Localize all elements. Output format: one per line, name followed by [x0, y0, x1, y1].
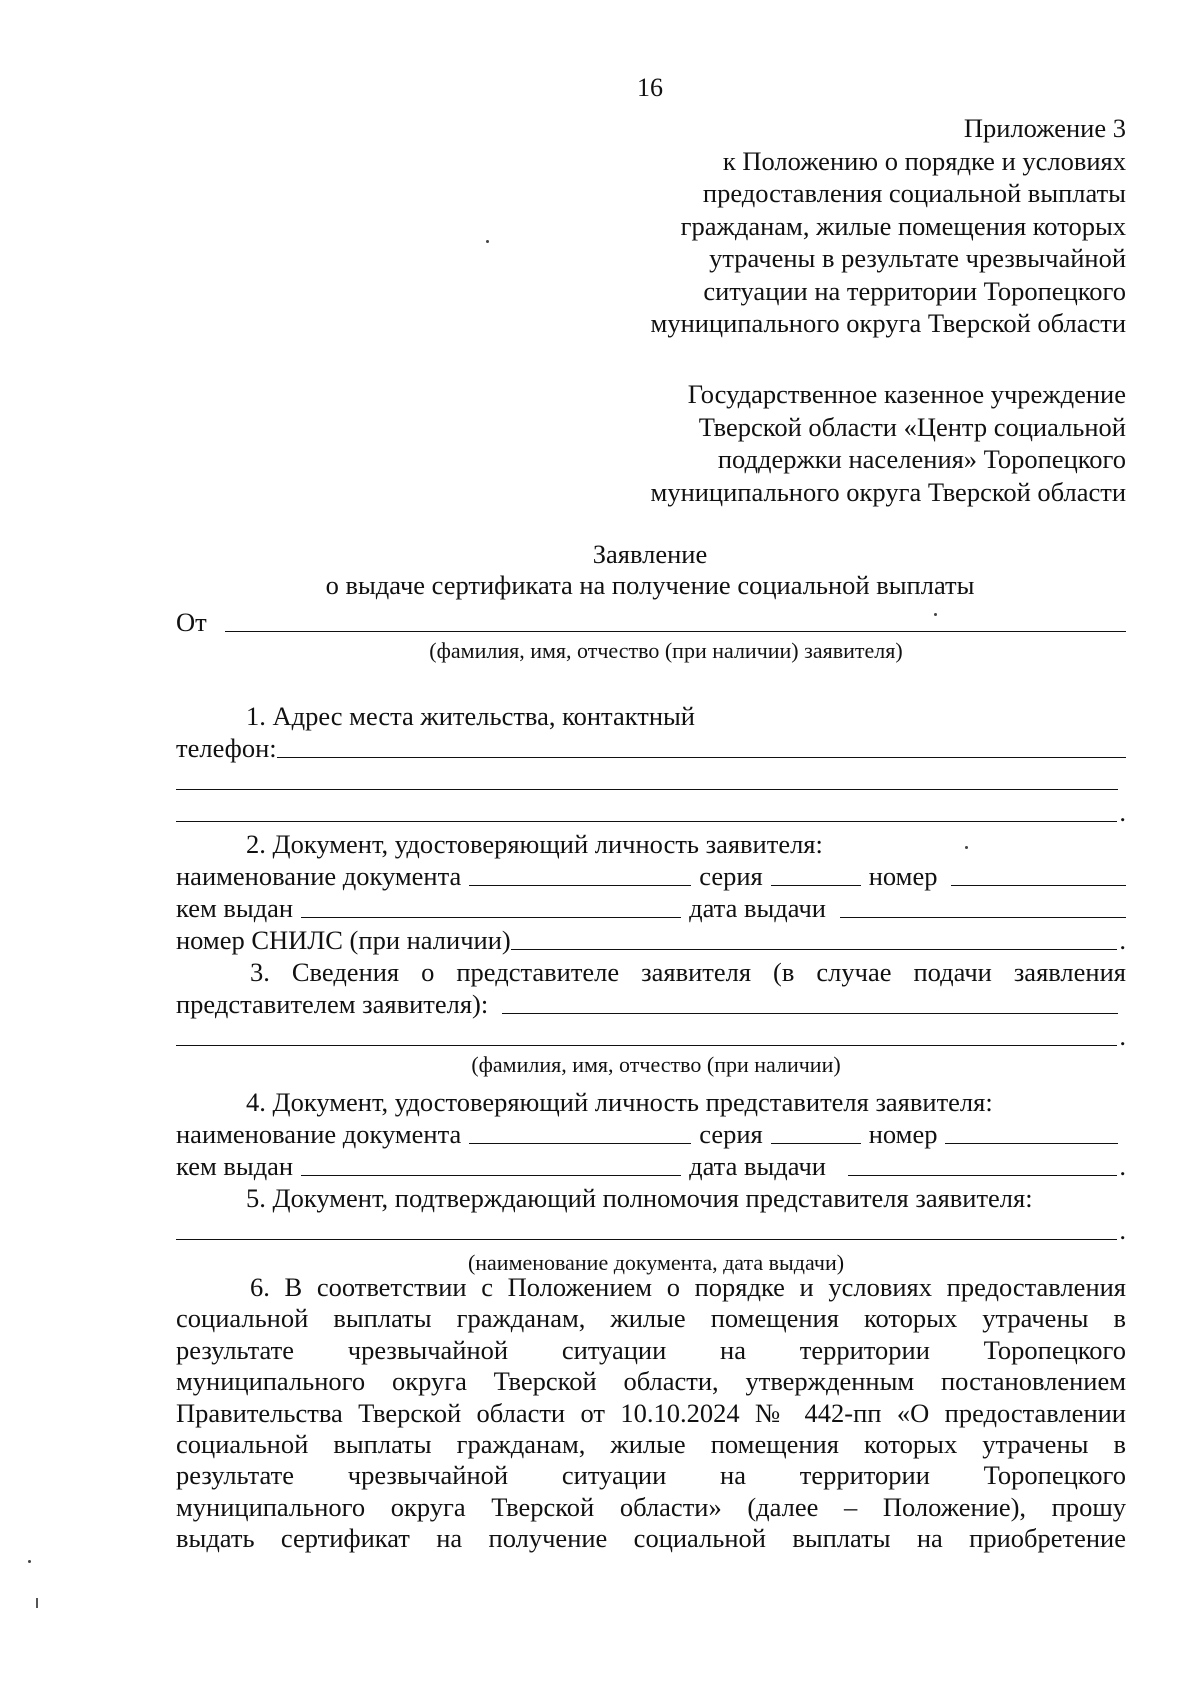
address-row-3 — [176, 796, 1126, 828]
item-6-line: 6. В соответствии с Положением о порядке и условиях предоставления — [250, 1272, 1126, 1302]
item-3-word: случае — [816, 957, 892, 988]
scan-mark — [36, 1598, 38, 1608]
from-section — [176, 606, 1126, 664]
title-line-1: Заявление — [592, 539, 708, 569]
scan-speck — [486, 240, 489, 243]
series-label: серия — [699, 861, 763, 891]
number-label: номер — [868, 861, 938, 891]
representative-label: представителем заявителя): — [176, 989, 489, 1020]
annex-line: к Положению о порядке и условиях — [722, 145, 1126, 176]
item-3-name-row — [176, 1020, 1126, 1052]
number-field[interactable] — [951, 861, 1126, 886]
item-2-identity-document — [176, 828, 1126, 956]
item-6-line: результате чрезвычайной ситуации на территории Торопецкого — [176, 1334, 1126, 1365]
item-5-field-row — [176, 1214, 1126, 1246]
item-6-line: муниципального округа Тверской области, утвержденным постановлением — [176, 1366, 1126, 1397]
from-row — [176, 606, 1126, 638]
annex-line: утрачены в результате чрезвычайной — [709, 243, 1126, 273]
address-field-line-3[interactable] — [176, 797, 1117, 822]
address-field-line-2[interactable] — [176, 765, 1118, 790]
period: . — [1119, 1151, 1126, 1181]
scan-speck — [28, 1560, 31, 1563]
item-3-word: 3. — [250, 957, 270, 988]
item-6-line: результате чрезвычайной ситуации на территории Торопецкого — [176, 1460, 1126, 1491]
title-line-2: о выдаче сертификата на получение социальной выплаты — [325, 570, 975, 600]
issue-date-label: дата выдачи — [689, 893, 826, 923]
scan-speck — [934, 613, 937, 616]
applicant-name-field[interactable] — [225, 607, 1126, 632]
item-5-heading: 5. Документ, подтверждающий полномочия представителя заявителя: — [246, 1183, 1033, 1213]
rep-issued-by-field[interactable] — [301, 1151, 681, 1176]
doc-name-label: наименование документа — [176, 1119, 462, 1149]
authority-document-field[interactable] — [176, 1215, 1117, 1240]
item-2-heading: 2. Документ, удостоверяющий личность заявителя: — [246, 829, 823, 859]
issue-date-label: дата выдачи — [689, 1151, 826, 1181]
rep-number-field[interactable] — [945, 1119, 1118, 1144]
series-field[interactable] — [771, 861, 861, 886]
snils-label: номер СНИЛС (при наличии) — [176, 925, 511, 955]
item-1-heading: 1. Адрес места жительства, контактный — [246, 701, 695, 731]
annex-line: ситуации на территории Торопецкого — [703, 275, 1126, 306]
addressee-block — [651, 378, 1126, 508]
address-row-2 — [176, 764, 1126, 796]
issued-by-field[interactable] — [301, 893, 681, 918]
annex-header — [651, 112, 1126, 340]
item-3-word: (в — [773, 957, 795, 988]
item-2-doc-row — [176, 860, 1126, 892]
period: . — [1119, 1215, 1126, 1245]
item-3-word: о — [421, 957, 435, 988]
item-6-request — [176, 1272, 1126, 1555]
period: . — [1119, 1021, 1126, 1052]
item-2-snils-row — [176, 924, 1126, 956]
item-3-word: заявителя — [641, 957, 752, 988]
annex-line: муниципального округа Тверской области — [650, 308, 1126, 338]
item-6-line: муниципального округа Тверской области» (далее – Положение), прошу — [176, 1491, 1126, 1522]
phone-row — [176, 732, 1126, 764]
number-label: номер — [868, 1119, 938, 1149]
item-4-doc-row — [176, 1118, 1126, 1150]
scan-speck — [965, 846, 968, 849]
item-1-address — [176, 700, 1126, 828]
item-3-heading — [176, 956, 1126, 988]
item-3-label-row — [176, 988, 1126, 1020]
from-hint: (фамилия, имя, отчество (при наличии) заявителя) — [429, 638, 903, 663]
address-phone-field[interactable] — [277, 733, 1126, 758]
addressee-line: поддержки населения» Торопецкого — [717, 444, 1126, 474]
item-2-issued-row — [176, 892, 1126, 924]
period: . — [1119, 925, 1126, 955]
annex-line: Приложение 3 — [963, 113, 1126, 143]
series-label: серия — [699, 1119, 763, 1149]
item-4-heading: 4. Документ, удостоверяющий личность представителя заявителя: — [246, 1087, 993, 1117]
item-3-representative — [176, 956, 1126, 1078]
issued-by-label: кем выдан — [176, 893, 294, 923]
rep-series-field[interactable] — [771, 1119, 861, 1144]
representative-hint: (фамилия, имя, отчество (при наличии) — [471, 1052, 841, 1078]
addressee-line: Тверской области «Центр социальной — [698, 411, 1126, 442]
period: . — [1119, 797, 1126, 827]
item-4-representative-document — [176, 1086, 1126, 1182]
addressee-line: муниципального округа Тверской области — [650, 476, 1126, 507]
from-label: От — [176, 607, 207, 637]
rep-issue-date-field[interactable] — [848, 1151, 1117, 1176]
item-6-line: социальной выплаты гражданам, жилые помещения которых утрачены в — [176, 1303, 1126, 1334]
snils-field[interactable] — [511, 925, 1118, 950]
item-4-issued-row — [176, 1150, 1126, 1182]
item-6-line: социальной выплаты гражданам, жилые помещения которых утрачены в — [176, 1428, 1126, 1459]
rep-doc-name-field[interactable] — [469, 1119, 691, 1144]
doc-name-label: наименование документа — [176, 861, 462, 891]
page-number: 16 — [637, 73, 663, 102]
item-3-word: заявления — [1013, 957, 1126, 988]
annex-line: предоставления социальной выплаты — [702, 178, 1126, 208]
item-3-word: Сведения — [291, 957, 400, 988]
document-title — [0, 538, 1200, 600]
representative-name-field-line-2[interactable] — [176, 1021, 1117, 1046]
issue-date-field[interactable] — [840, 893, 1126, 918]
item-6-line: Правительства Тверской области от 10.10.2024 № 442-пп «О предоставлении — [176, 1397, 1126, 1428]
issued-by-label: кем выдан — [176, 1151, 294, 1181]
phone-label: телефон: — [176, 733, 277, 763]
annex-line: гражданам, жилые помещения которых — [680, 210, 1126, 241]
addressee-line: Государственное казенное учреждение — [687, 379, 1126, 409]
item-6-line: выдать сертификат на получение социальной выплаты на приобретение — [176, 1523, 1126, 1554]
item-5-authority-document — [176, 1182, 1126, 1276]
representative-name-field[interactable] — [502, 989, 1118, 1014]
item-3-word: представителе — [456, 957, 620, 988]
item-3-word: подачи — [913, 957, 992, 988]
authority-document-hint: (наименование документа, дата выдачи) — [467, 1250, 845, 1275]
doc-name-field[interactable] — [469, 861, 691, 886]
